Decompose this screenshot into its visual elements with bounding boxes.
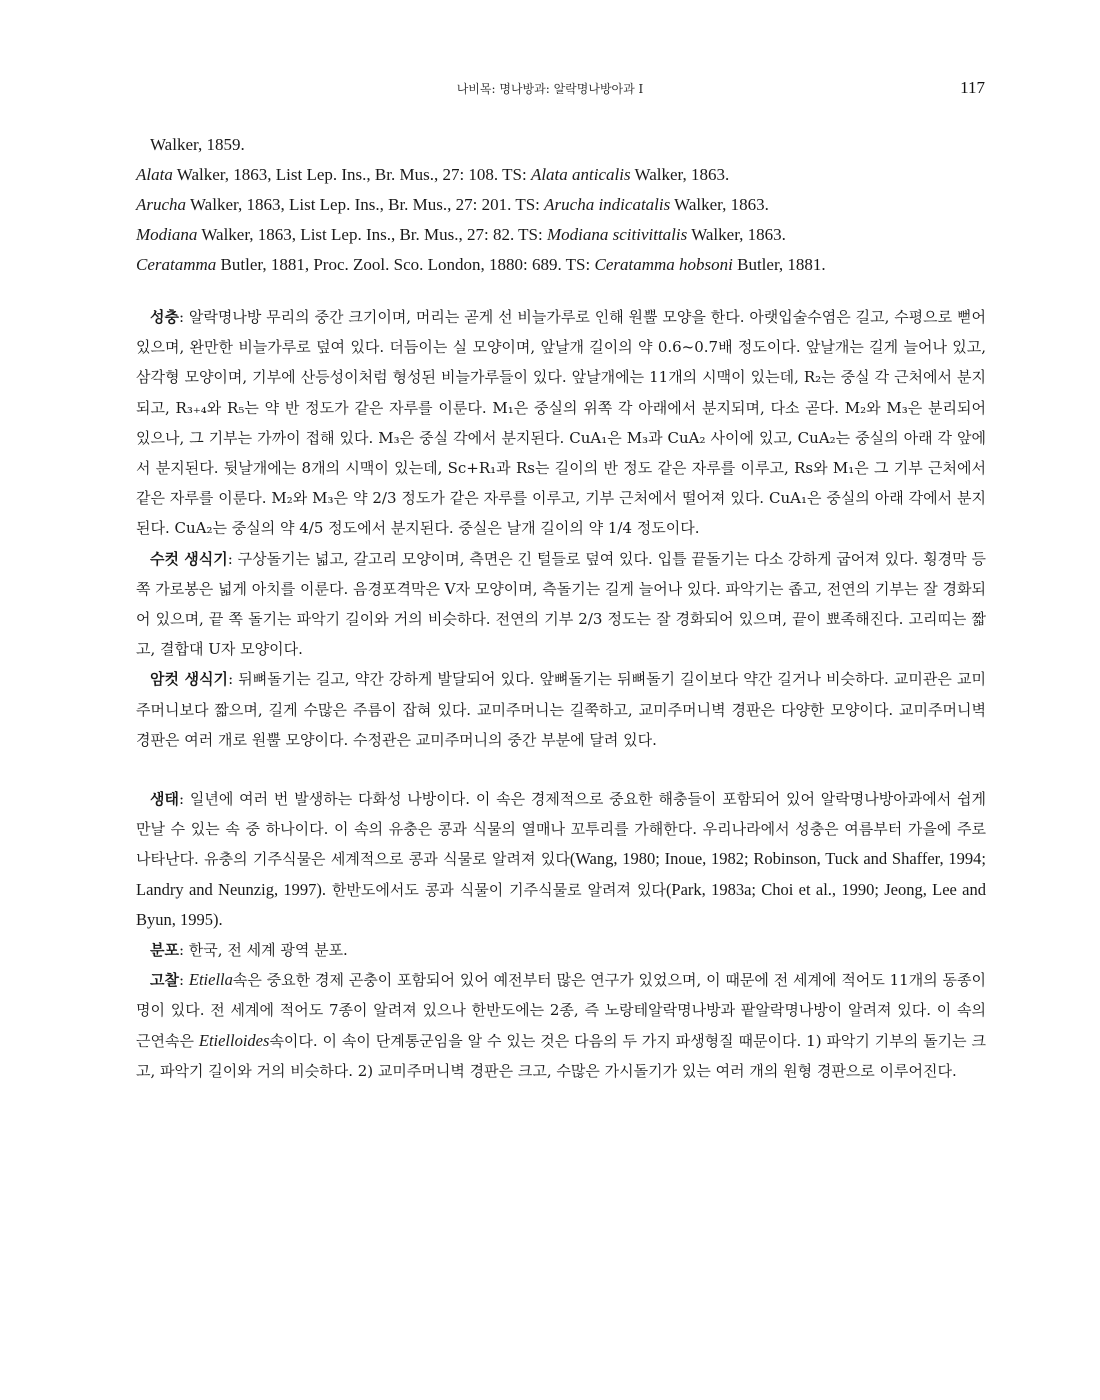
synonym-genus: Modiana — [136, 225, 198, 244]
section-text: : 일년에 여러 번 발생하는 다화성 나방이다. 이 속은 경제적으로 중요한 해충들이 포함되어 있어 알락명나방아과에서 쉽게 만날 수 있는 속 중 하나이다. 이 속의 유충은 콩과 식물의 열매나 꼬투리를 가해한다. 우리나라에서 성충은 여름부터 가을에 주로 나타난다. 유충의 기주식물은 세계적으로 콩과 식물로 알려져 있다 — [136, 790, 986, 869]
section-label: 생태 — [150, 790, 179, 809]
synonym-line — [136, 130, 986, 160]
type-species-label: TS: — [511, 195, 545, 214]
distribution-description — [136, 935, 986, 965]
type-species-author: Butler, 1881. — [732, 255, 826, 274]
page-number: 117 — [960, 78, 985, 97]
male-genitalia-description — [136, 544, 986, 665]
section-text: 속은 중요한 경제 곤충이 포함되어 있어 예전부터 많은 연구가 있었으며, 이 때문에 전 세계에 적어도 11개의 동종이명이 있다. 전 세계에 적어도 7종이 알려져 있으나 한반도에는 2종, 즉 노랑테알락명나방과 팥알락명나방이 알려져 있다. 이 속의 근연속은 — [136, 971, 986, 1050]
synonym-genus: Ceratamma — [136, 255, 217, 274]
type-species-name: Modiana scitivittalis — [547, 225, 688, 244]
synonym-citation: Walker, 1863, List Lep. Ins., Br. Mus., 27: 82. — [197, 225, 515, 244]
section-text: : 뒤뼈돌기는 길고, 약간 강하게 발달되어 있다. 앞뼈돌기는 뒤뼈돌기 길이보다 약간 길거나 비슷하다. 교미관은 교미주머니보다 짧으며, 길게 수많은 주름이 잡혀 있다. 교미주머니는 길쭉하고, 교미주머니벽 경판은 다양한 모양이다. 교미주머니벽 경판은 여러 개로 원뿔 모양이다. 수정관은 교미주머니의 중간 부분에 달려 있다. — [136, 670, 986, 749]
type-species-name: Ceratamma hobsoni — [594, 255, 733, 274]
type-species-label: TS: — [498, 165, 531, 184]
synonym-citation: Walker, 1863, List Lep. Ins., Br. Mus., 27: 201. — [186, 195, 512, 214]
section-label: 분포 — [150, 941, 179, 960]
type-species-label: TS: — [514, 225, 547, 244]
section-text: 속이다. 이 속이 단계통군임을 알 수 있는 것은 다음의 두 가지 파생형질 때문이다. 1) 파악기 기부의 돌기는 크고, 파악기 길이와 거의 비슷하다. 2) 교미주머니벽 경판은 크고, 수많은 가시돌기가 있는 여러 개의 원형 경판으로 이루어진다. — [136, 1031, 987, 1080]
synonym-citation: Walker, 1863, List Lep. Ins., Br. Mus., 27: 108. — [172, 165, 499, 184]
section-text: : 알락명나방 무리의 중간 크기이며, 머리는 곧게 선 비늘가루로 인해 원뿔 모양을 한다. 아랫입술수염은 길고, 수평으로 뻗어 있으며, 완만한 비늘가루로 덮여 있다. 더듬이는 실 모양이며, 앞날개 길이의 약 0.6~0.7배 정도이다. 앞날개는 길게 늘어나 있고, 삼각형 모양이며, 기부에 산등성이처럼 형성된 비늘가루들이 있다. 앞날개에는 11개의 시맥이 있는데, R₂는 중실 각 근처에서 분지되고, R₃₊₄와 R₅는 약 반 정도가 같은 자루를 이룬다. M₁은 중실의 위쪽 각 아래에서 분지되며, 다소 곧다. M₂와 M₃은 분리되어 있으나, 그 기부는 가까이 접해 있다. M₃은 중실 각에서 분지된다. CuA₁은 M₃과 CuA₂ 사이에 있고, CuA₂는 중실의 아래 각 앞에서 분지된다. 뒷날개에는 8개의 시맥이 있는데, Sc+R₁과 Rs는 길이의 반 정도 같은 자루를 이루고, Rs와 M₁은 그 기부 근처에서 같은 자루를 이룬다. M₂와 M₃은 약 2/3 정도가 같은 자루를 이루고, 기부 근처에서 떨어져 있다. CuA₁은 중실의 아래 각에서 분지된다. CuA₂는 중실의 약 4/5 정도에서 분지된다. 중실은 날개 길이의 약 1/4 정도이다. — [136, 308, 986, 538]
synonym-genus: Arucha — [136, 195, 187, 214]
type-species-author: Walker, 1863. — [630, 165, 730, 184]
synonym-line — [136, 250, 986, 280]
synonym-citation: Butler, 1881, Proc. Zool. Sco. London, 1880: 689. — [216, 255, 562, 274]
adult-description — [136, 302, 986, 544]
synonym-line — [136, 190, 986, 220]
type-species-author: Walker, 1863. — [687, 225, 786, 244]
genus-name: Etiella — [188, 970, 233, 990]
reference-list: (Wang, 1980; Inoue, 1982; Robinson, Tuck and Shaffer, 1994; Landry and Neunzig, 1997). — [136, 849, 986, 899]
female-genitalia-description — [136, 664, 986, 755]
synonym-citation: Walker, 1859. — [150, 135, 245, 154]
section-label: 고찰 — [150, 971, 179, 990]
type-species-author: Walker, 1863. — [670, 195, 769, 214]
section-text: : 구상돌기는 넓고, 갈고리 모양이며, 측면은 긴 털들로 덮여 있다. 입틀 끝돌기는 다소 강하게 굽어져 있다. 횡경막 등쪽 가로봉은 넓게 아치를 이룬다. 음경포격막은 V자 모양이며, 측돌기는 길게 늘어나 있다. 파악기는 좁고, 전연의 기부는 잘 경화되어 있으며, 끝 쪽 돌기는 파악기 길이와 거의 비슷하다. 전연의 기부 2/3 정도는 잘 경화되어 있으며, 끝이 뾰족해진다. 고리띠는 짧고, 결합대 U자 모양이다. — [136, 549, 986, 659]
reference-list: (Park, 1983a; Choi et al., 1990; Jeong, Lee and Byun, 1995). — [136, 879, 986, 929]
synonym-line — [136, 160, 986, 190]
type-species-name: Alata anticalis — [530, 165, 631, 184]
section-label: 성충 — [150, 308, 179, 326]
type-species-name: Arucha indicatalis — [544, 195, 671, 214]
section-text: : 한국, 전 세계 광역 분포. — [178, 941, 348, 960]
section-text: 한반도에서도 콩과 식물이 기주식물로 알려져 있다 — [326, 880, 666, 899]
ecology-description — [136, 784, 986, 935]
section-text: : — [178, 971, 189, 990]
type-species-label: TS: — [561, 255, 595, 274]
section-label: 수컷 생식기 — [150, 549, 228, 568]
remarks-description — [136, 965, 986, 1086]
running-title: 나비목: 명나방과: 알락명나방아과 I — [456, 82, 644, 96]
synonym-line — [136, 220, 986, 250]
body-text — [136, 130, 986, 1086]
section-label: 암컷 생식기 — [150, 670, 229, 689]
genus-name: Etielloides — [198, 1030, 270, 1050]
synonym-genus: Alata — [136, 165, 173, 184]
